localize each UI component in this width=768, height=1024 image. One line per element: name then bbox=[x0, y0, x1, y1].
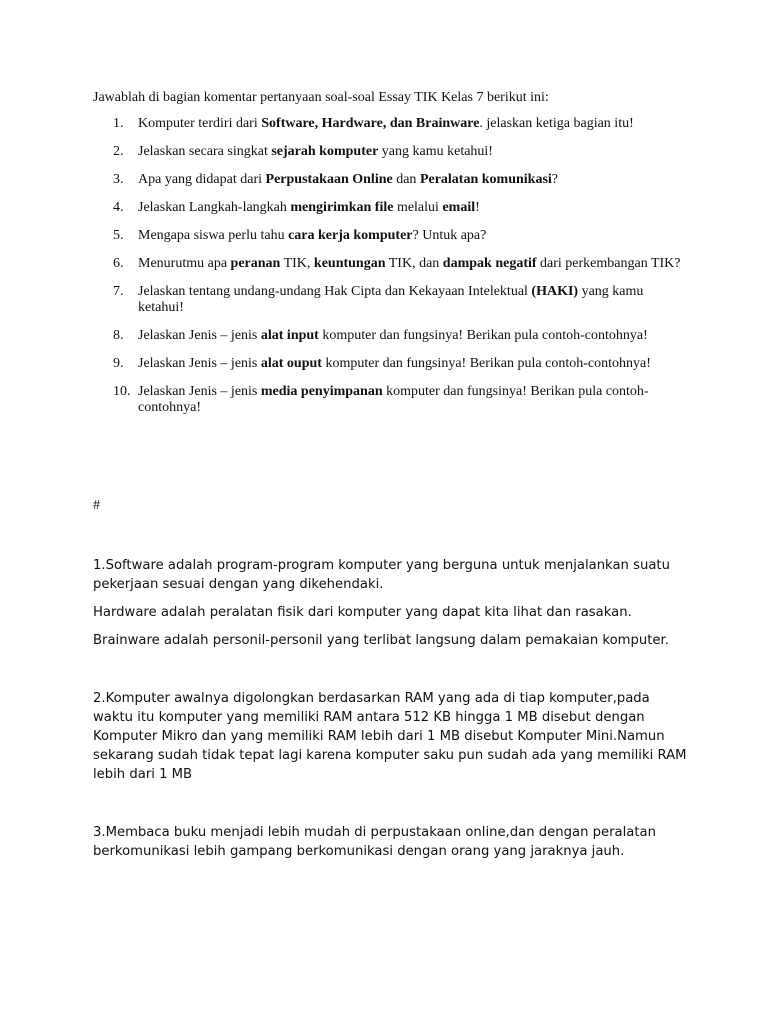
question-text: ? bbox=[551, 172, 559, 187]
question-text: TIK, dan bbox=[385, 256, 443, 271]
question-text: Mengapa siswa perlu tahu bbox=[138, 228, 289, 243]
answer-1-brainware: Brainware adalah personil-personil yang terlibat langsung dalam pemakaian komputer. bbox=[93, 633, 669, 648]
answer-section bbox=[93, 556, 693, 870]
question-text: dan bbox=[392, 172, 420, 187]
question-text: Jelaskan Langkah-langkah bbox=[138, 200, 291, 215]
blank-gap bbox=[93, 793, 693, 823]
question-keyword: sejarah komputer bbox=[271, 144, 379, 159]
question-item bbox=[93, 144, 683, 160]
question-text: Jelaskan secara singkat bbox=[138, 144, 272, 159]
question-text: dari perkembangan TIK? bbox=[536, 256, 681, 271]
question-keyword: cara kerja komputer bbox=[288, 228, 413, 243]
question-keyword: keuntungan bbox=[313, 256, 386, 271]
question-text: Jelaskan Jenis – jenis bbox=[138, 356, 261, 371]
question-text: ? Untuk apa? bbox=[412, 228, 487, 243]
question-text: melalui bbox=[393, 200, 443, 215]
question-keyword: Software, Hardware, dan Brainware bbox=[261, 116, 480, 131]
question-keyword: alat input bbox=[260, 328, 319, 343]
question-number: 8. bbox=[113, 328, 124, 343]
question-keyword: media penyimpanan bbox=[260, 384, 383, 399]
question-number: 1. bbox=[113, 116, 124, 131]
question-text: komputer dan fungsinya! Berikan pula contoh-contohnya! bbox=[318, 328, 648, 343]
answer-3: 3.Membaca buku menjadi lebih mudah di perpustakaan online,dan dengan peralatan berkomunikasi lebih gampang berkomunikasi dengan orang yang jaraknya jauh. bbox=[93, 825, 656, 859]
question-item bbox=[93, 200, 683, 216]
question-item bbox=[93, 284, 683, 316]
question-keyword: mengirimkan file bbox=[290, 200, 394, 215]
question-text: Apa yang didapat dari bbox=[138, 172, 266, 187]
blank-gap bbox=[93, 659, 693, 689]
question-text: TIK, bbox=[280, 256, 314, 271]
question-text: Jelaskan Jenis – jenis bbox=[138, 328, 261, 343]
question-list bbox=[93, 116, 683, 428]
question-item bbox=[93, 356, 683, 372]
question-keyword: Perpustakaan Online bbox=[265, 172, 393, 187]
question-item bbox=[93, 328, 683, 344]
question-item bbox=[93, 116, 683, 132]
question-number: 5. bbox=[113, 228, 124, 243]
question-text: Jelaskan Jenis – jenis bbox=[138, 384, 261, 399]
question-keyword: dampak negatif bbox=[442, 256, 537, 271]
question-text: komputer dan fungsinya! Berikan pula contoh-contohnya! bbox=[321, 356, 651, 371]
question-text: Komputer terdiri dari bbox=[138, 116, 262, 131]
question-item bbox=[93, 172, 683, 188]
question-text: Menurutmu apa bbox=[138, 256, 231, 271]
question-text: ! bbox=[475, 200, 480, 215]
separator-mark: # bbox=[93, 498, 100, 513]
answer-1-hardware: Hardware adalah peralatan fisik dari komputer yang dapat kita lihat dan rasakan. bbox=[93, 605, 632, 620]
question-keyword: Peralatan komunikasi bbox=[419, 172, 552, 187]
question-item bbox=[93, 256, 683, 272]
question-number: 10. bbox=[113, 384, 131, 399]
question-text: Jelaskan tentang undang-undang Hak Cipta dan Kekayaan Intelektual bbox=[138, 284, 532, 299]
question-text: yang kamu ketahui! bbox=[378, 144, 493, 159]
question-number: 7. bbox=[113, 284, 124, 299]
answer-1-software: 1.Software adalah program-program komputer yang berguna untuk menjalankan suatu pekerjaan sesuai dengan yang dikehendaki. bbox=[93, 558, 670, 592]
question-number: 2. bbox=[113, 144, 124, 159]
question-text: yang kamu ketahui! bbox=[138, 284, 644, 315]
answer-2: 2.Komputer awalnya digolongkan berdasarkan RAM yang ada di tiap komputer,pada waktu itu komputer yang memiliki RAM antara 512 KB hingga 1 MB disebut dengan Komputer Mikro dan yang memiliki RAM lebih dari 1 MB disebut Komputer Mini.Namun sekarang sudah tidak tepat lagi karena komputer saku pun sudah ada yang memiliki RAM lebih dari 1 MB bbox=[93, 691, 687, 782]
question-number: 9. bbox=[113, 356, 124, 371]
question-keyword: alat ouput bbox=[260, 356, 322, 371]
question-keyword: peranan bbox=[230, 256, 281, 271]
question-keyword: email bbox=[442, 200, 476, 215]
question-number: 4. bbox=[113, 200, 124, 215]
question-number: 3. bbox=[113, 172, 124, 187]
question-text: komputer dan fungsinya! Berikan pula contoh-contohnya! bbox=[138, 384, 649, 415]
question-item bbox=[93, 384, 683, 416]
question-keyword: (HAKI) bbox=[531, 284, 579, 299]
question-number: 6. bbox=[113, 256, 124, 271]
question-item bbox=[93, 228, 683, 244]
instruction-text: Jawablah di bagian komentar pertanyaan soal-soal Essay TIK Kelas 7 berikut ini: bbox=[93, 90, 549, 105]
question-text: . jelaskan ketiga bagian itu! bbox=[479, 116, 634, 131]
